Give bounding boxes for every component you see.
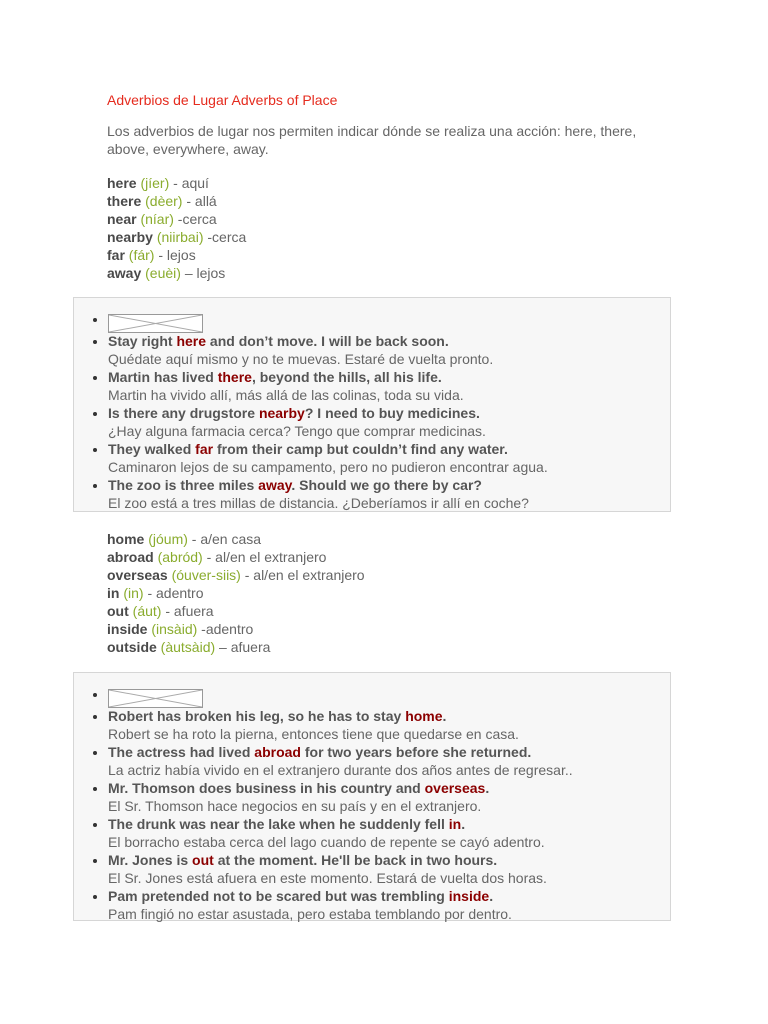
example-text: ? I need to buy medicines. (304, 405, 480, 421)
vocab-row (107, 210, 246, 228)
vocab-pronunciation: (jíer) (140, 175, 170, 191)
highlighted-adverb: nearby (258, 405, 305, 421)
vocab-word: nearby (107, 229, 153, 245)
vocab-row (107, 192, 246, 210)
vocab-pronunciation: (níar) (140, 211, 174, 227)
highlighted-adverb: home (405, 708, 443, 724)
example-text: Is there any drugstore (108, 405, 259, 421)
vocab-row (107, 620, 365, 638)
example-english (108, 851, 670, 869)
vocab-pronunciation: (insàid) (151, 621, 198, 637)
vocab-word: outside (107, 639, 157, 655)
highlighted-adverb: here (176, 333, 207, 349)
example-text: . (461, 816, 466, 832)
example-text: . (489, 888, 494, 904)
vocab-pronunciation: (dèer) (145, 193, 183, 209)
example-item (108, 851, 670, 887)
vocab-row (107, 638, 365, 656)
example-text: at the moment. He'll be back in two hours. (213, 852, 498, 868)
example-english (108, 779, 670, 797)
example-item (108, 368, 670, 404)
vocab-translation: -cerca (173, 211, 217, 227)
example-spanish: El zoo está a tres millas de distancia. ¿Deberíamos ir allí en coche? (108, 495, 529, 511)
vocab-word: away (107, 265, 142, 281)
vocab-pronunciation: (in) (123, 585, 144, 601)
vocab-word: there (107, 193, 142, 209)
vocab-word: here (107, 175, 137, 191)
example-item (108, 332, 670, 368)
example-item (108, 476, 670, 512)
list-item (108, 308, 670, 332)
example-english (108, 404, 670, 422)
highlighted-adverb: overseas (424, 780, 486, 796)
vocab-pronunciation: (fár) (128, 247, 155, 263)
example-text: They walked (108, 441, 196, 457)
broken-image-icon (108, 314, 203, 333)
vocab-row (107, 602, 365, 620)
example-spanish: Caminaron lejos de su campamento, pero no pudieron encontrar agua. (108, 459, 548, 475)
example-spanish: El borracho estaba cerca del lago cuando de repente se cayó adentro. (108, 834, 545, 850)
example-text: for two years before she returned. (300, 744, 532, 760)
example-text: . (442, 708, 447, 724)
example-spanish: ¿Hay alguna farmacia cerca? Tengo que comprar medicinas. (108, 423, 486, 439)
example-english (108, 815, 670, 833)
page-title: Adverbios de Lugar Adverbs of Place (107, 92, 338, 108)
example-text: and don’t move. I will be back soon. (206, 333, 449, 349)
highlighted-adverb: away (258, 477, 292, 493)
highlighted-adverb: in (448, 816, 462, 832)
example-text: Martin has lived (108, 369, 218, 385)
vocab-word: near (107, 211, 137, 227)
example-item (108, 815, 670, 851)
example-spanish: El Sr. Jones está afuera en este momento. Estará de vuelta dos horas. (108, 870, 547, 886)
vocab-row (107, 246, 246, 264)
vocab-row (107, 548, 365, 566)
vocab-row (107, 566, 365, 584)
example-text: Mr. Jones is (108, 852, 193, 868)
example-item (108, 779, 670, 815)
vocab-row (107, 174, 246, 192)
example-english (108, 743, 670, 761)
example-text: . (485, 780, 490, 796)
example-english (108, 707, 670, 725)
vocab-word: far (107, 247, 125, 263)
vocab-row (107, 228, 246, 246)
vocab-pronunciation: (euèi) (145, 265, 181, 281)
vocab-word: in (107, 585, 120, 601)
example-english (108, 440, 670, 458)
list-item (108, 683, 670, 707)
vocab-pronunciation: (àutsàid) (160, 639, 216, 655)
vocab-translation: - al/en el extranjero (240, 567, 365, 583)
example-text: , beyond the hills, all his life. (251, 369, 442, 385)
example-item (108, 887, 670, 923)
examples-box-1 (73, 297, 671, 512)
example-spanish: Robert se ha roto la pierna, entonces tiene que quedarse en casa. (108, 726, 519, 742)
example-spanish: Martin ha vivido allí, más allá de las colinas, toda su vida. (108, 387, 464, 403)
example-text: Pam pretended not to be scared but was trembling (108, 888, 449, 904)
vocab-translation: - afuera (161, 603, 214, 619)
example-spanish: La actriz había vivido en el extranjero durante dos años antes de regresar.. (108, 762, 573, 778)
vocab-word: home (107, 531, 145, 547)
vocab-translation: - al/en el extranjero (202, 549, 327, 565)
vocabulary-list-2 (107, 530, 365, 656)
example-text: The drunk was near the lake when he suddenly fell (108, 816, 449, 832)
vocab-translation: - aquí (169, 175, 209, 191)
example-text: . Should we go there by car? (291, 477, 482, 493)
example-item (108, 404, 670, 440)
vocab-row (107, 530, 365, 548)
example-english (108, 476, 670, 494)
example-text: Mr. Thomson does business in his country and (108, 780, 425, 796)
vocab-translation: - adentro (143, 585, 204, 601)
example-text: The actress had lived (108, 744, 255, 760)
highlighted-adverb: far (195, 441, 214, 457)
broken-image-icon (108, 689, 203, 708)
vocab-translation: - lejos (154, 247, 196, 263)
vocab-translation: – afuera (215, 639, 271, 655)
vocab-word: out (107, 603, 129, 619)
vocab-word: inside (107, 621, 148, 637)
vocab-translation: -cerca (203, 229, 247, 245)
example-english (108, 887, 670, 905)
example-english (108, 368, 670, 386)
example-spanish: El Sr. Thomson hace negocios en su país y en el extranjero. (108, 798, 482, 814)
example-item (108, 743, 670, 779)
example-spanish: Pam fingió no estar asustada, pero estaba temblando por dentro. (108, 906, 512, 922)
example-spanish: Quédate aquí mismo y no te muevas. Estaré de vuelta pronto. (108, 351, 494, 367)
vocab-row (107, 264, 246, 282)
vocab-translation: -adentro (197, 621, 254, 637)
vocab-word: overseas (107, 567, 168, 583)
vocab-pronunciation: (jóum) (148, 531, 188, 547)
vocab-translation: - allá (182, 193, 217, 209)
highlighted-adverb: abroad (254, 744, 301, 760)
vocab-pronunciation: (abród) (157, 549, 203, 565)
vocab-translation: – lejos (180, 265, 226, 281)
vocab-pronunciation: (óuver-siis) (171, 567, 241, 583)
example-text: Stay right (108, 333, 177, 349)
intro-paragraph: Los adverbios de lugar nos permiten indicar dónde se realiza una acción: here, there, above, everywhere, away. (107, 123, 637, 157)
vocab-translation: - a/en casa (187, 531, 262, 547)
highlighted-adverb: inside (448, 888, 490, 904)
vocabulary-list-1 (107, 174, 246, 282)
example-english (108, 332, 670, 350)
highlighted-adverb: out (192, 852, 214, 868)
example-text: Robert has broken his leg, so he has to stay (108, 708, 406, 724)
example-text: from their camp but couldn’t find any water. (213, 441, 508, 457)
example-text: The zoo is three miles (108, 477, 259, 493)
vocab-row (107, 584, 365, 602)
examples-box-2 (73, 672, 671, 921)
vocab-word: abroad (107, 549, 154, 565)
example-item (108, 440, 670, 476)
example-item (108, 707, 670, 743)
highlighted-adverb: there (217, 369, 252, 385)
vocab-pronunciation: (niirbai) (156, 229, 204, 245)
vocab-pronunciation: (áut) (132, 603, 162, 619)
